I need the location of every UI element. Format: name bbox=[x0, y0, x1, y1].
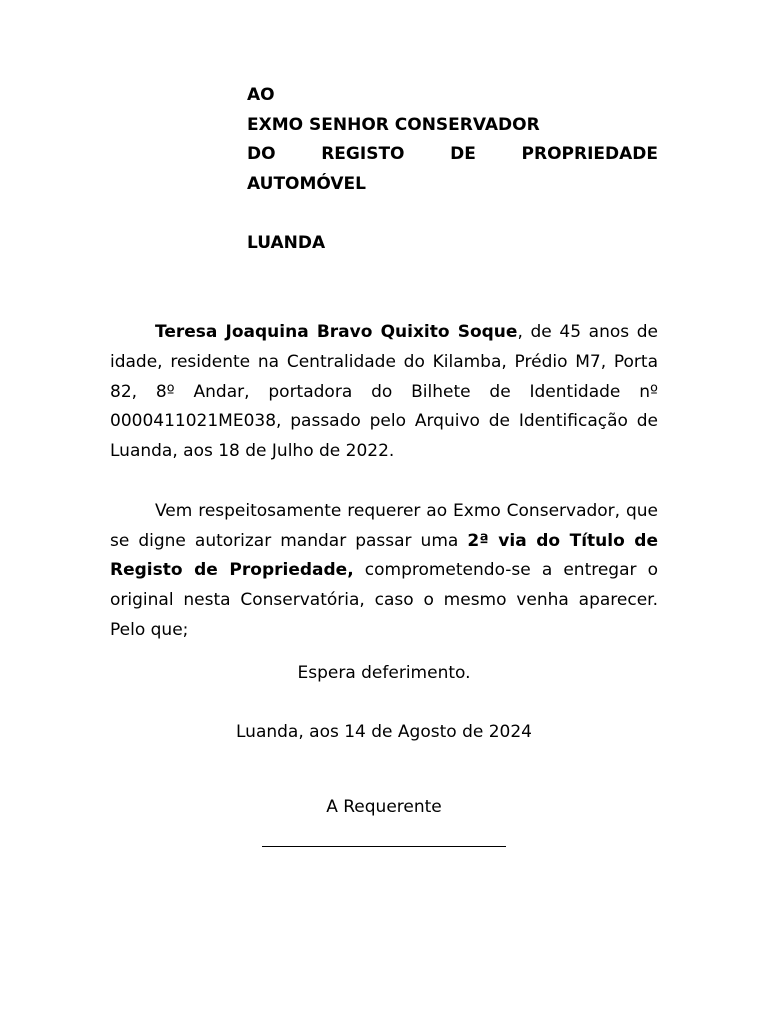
place-and-date: Luanda, aos 14 de Agosto de 2024 bbox=[236, 722, 532, 742]
identification-paragraph bbox=[110, 318, 658, 467]
addressee-city: LUANDA bbox=[247, 232, 326, 253]
letter-body bbox=[110, 318, 658, 646]
identification-text: , de 45 anos de idade, residente na Centralidade do Kilamba, Prédio M7, Porta 82, 8º Andar, portadora do Bilhete de Identidade nº 0000411021ME038, passado pelo Arquivo de Identificação de Luanda, aos 18 de Julho de 2022. bbox=[110, 322, 658, 462]
addressee-word: PROPRIEDADE bbox=[521, 144, 658, 164]
addressee-line-ao: AO bbox=[247, 85, 275, 105]
addressee-block bbox=[247, 81, 658, 258]
addressee-line-registo bbox=[247, 140, 658, 170]
addressee-word: DE bbox=[450, 144, 476, 164]
addressee-spacer bbox=[247, 199, 658, 229]
request-document-title: 2ª via do Título de Registo de Propriedade, bbox=[110, 530, 659, 581]
addressee-word: REGISTO bbox=[321, 144, 405, 164]
addressee-line-automovel: AUTOMÓVEL bbox=[247, 173, 366, 194]
applicant-name: Teresa Joaquina Bravo Quixito Soque bbox=[155, 322, 518, 342]
request-paragraph bbox=[110, 497, 658, 646]
addressee-line-exmo: EXMO SENHOR CONSERVADOR bbox=[247, 114, 540, 135]
signatory-label: A Requerente bbox=[326, 797, 442, 817]
request-text-before: Vem respeitosamente requerer ao Exmo Conservador, que se digne autorizar mandar passar uma bbox=[110, 500, 658, 551]
signature-line bbox=[262, 846, 506, 847]
request-text-after: comprometendo-se a entregar o original nesta Conservatória, caso o mesmo venha aparecer. Pelo que; bbox=[110, 560, 658, 640]
closing-request: Espera deferimento. bbox=[297, 663, 471, 683]
addressee-word: DO bbox=[247, 144, 276, 164]
